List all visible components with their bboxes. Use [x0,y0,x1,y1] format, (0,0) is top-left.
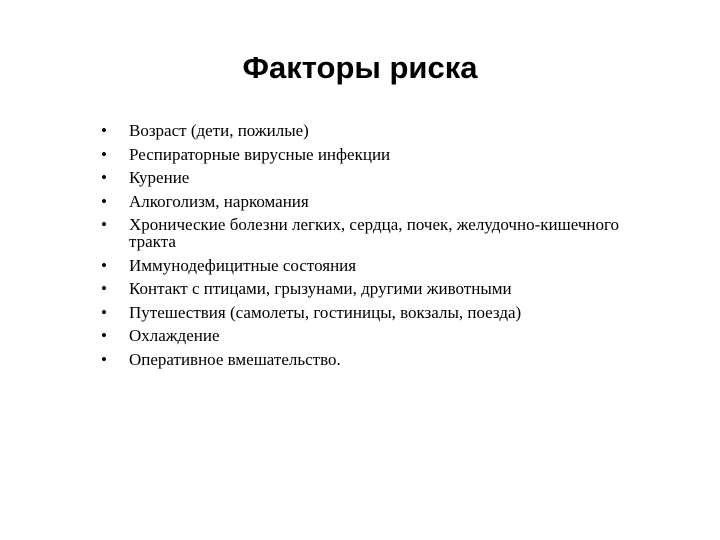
list-item [97,166,637,190]
bullet-icon: • [101,121,107,140]
list-item-text: Хронические болезни легких, сердца, почек, желудочно-кишечного тракта [129,215,620,251]
list-item [97,119,637,143]
bullet-icon: • [101,191,107,211]
list-item-text: Путешествия (самолеты, гостиницы, вокзалы, поезда) [129,302,522,322]
list-item-text: Иммунодефицитные состояния [129,255,357,275]
list-item-text: Возраст (дети, пожилые) [129,121,309,140]
list-item-text: Охлаждение [129,326,220,345]
bullet-icon: • [101,144,107,164]
list-item [97,301,637,325]
list-item [97,277,637,301]
list-item [97,324,637,348]
bullet-icon: • [101,215,107,234]
list-item-text: Курение [129,168,190,187]
list-item [97,143,637,167]
list-item-text: Контакт с птицами, грызунами, другими животными [129,279,512,298]
bullet-icon: • [101,302,107,322]
list-item [97,254,637,278]
list-item [97,348,637,372]
list-item [97,190,637,214]
risk-factors-list [97,119,637,371]
bullet-icon: • [101,255,107,275]
bullet-icon: • [101,326,107,345]
list-item-text: Респираторные вирусные инфекции [129,144,391,164]
slide-title: Факторы риска [242,50,478,85]
bullet-icon: • [101,279,107,298]
list-item [97,213,637,254]
bullet-icon: • [101,349,107,369]
list-item-text: Оперативное вмешательство. [129,349,341,369]
list-item-text: Алкоголизм, наркомания [129,191,309,211]
bullet-icon: • [101,168,107,187]
